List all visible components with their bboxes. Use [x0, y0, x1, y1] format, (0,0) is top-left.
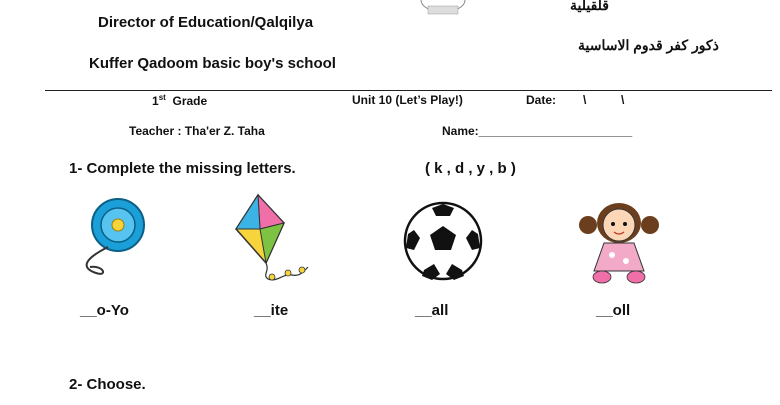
doll-icon [574, 197, 664, 285]
arabic-school-name: ذكور كفر قدوم الاساسية [578, 37, 719, 53]
ball-icon [402, 200, 484, 282]
grade-word: Grade [172, 94, 208, 108]
date-separator-2: \ [621, 93, 625, 107]
arabic-city: قلقيلية [570, 0, 609, 13]
date-label: Date: [526, 93, 557, 107]
date-separator-1: \ [583, 93, 587, 107]
ministry-emblem-icon [418, 0, 468, 16]
name-field[interactable]: Name:_______________________ [442, 124, 633, 138]
question-1-title: 1- Complete the missing letters. [69, 160, 296, 177]
grade-label [152, 93, 207, 108]
directorate-title: Director of Education/Qalqilya [98, 14, 314, 31]
question-2-title: 2- Choose. [69, 376, 146, 393]
word-kite[interactable]: __ite [254, 302, 289, 319]
word-yoyo[interactable]: __o-Yo [80, 302, 129, 319]
word-doll[interactable]: __oll [596, 302, 631, 319]
word-ball[interactable]: __all [415, 302, 449, 319]
unit-label: Unit 10 (Let’s Play!) [352, 93, 463, 107]
yoyo-icon [78, 195, 150, 283]
kite-icon [232, 193, 316, 285]
grade-suffix: st [158, 93, 166, 102]
teacher-label: Teacher : Tha'er Z. Taha [129, 124, 265, 138]
header-divider [45, 90, 772, 91]
letter-choices: ( k , d , y , b ) [425, 160, 516, 177]
grade-number: 1 [152, 94, 159, 108]
school-name: Kuffer Qadoom basic boy's school [89, 55, 336, 72]
